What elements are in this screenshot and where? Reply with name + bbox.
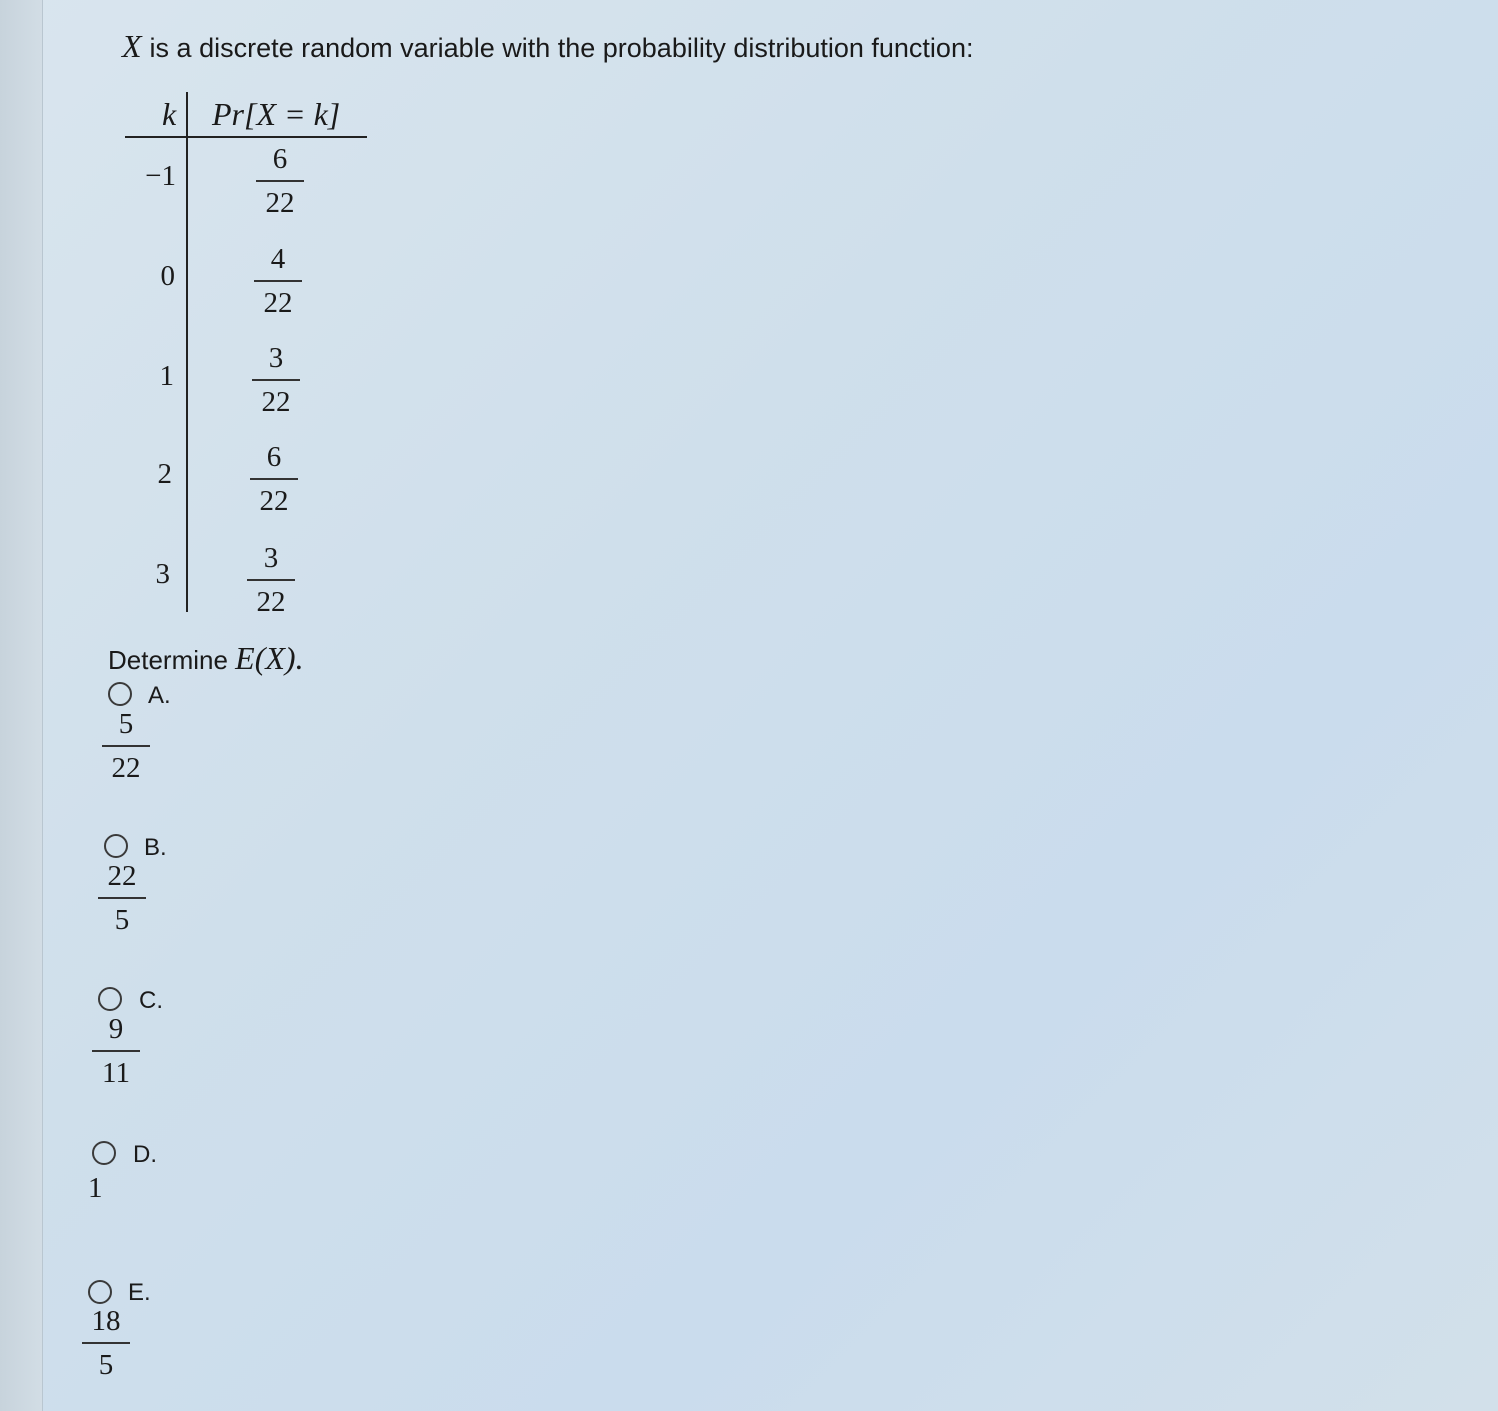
probability-fraction: 4 22 <box>256 241 300 321</box>
probability-fraction: 6 22 <box>252 439 296 519</box>
option-value: 1 <box>88 1172 103 1204</box>
prompt-text: Determine E(X). <box>108 640 304 676</box>
radio-button-c[interactable] <box>98 987 122 1011</box>
option-label: D. <box>133 1141 157 1168</box>
page-edge <box>0 0 43 1411</box>
k-value: 1 <box>159 360 174 392</box>
option-fraction: 22 5 <box>100 858 144 938</box>
option-fraction: 18 5 <box>84 1303 128 1383</box>
probability-fraction: 3 22 <box>249 540 293 620</box>
header-probability: Pr[X = k] <box>212 96 341 132</box>
probability-fraction: 6 22 <box>258 141 302 221</box>
table-header-rule <box>125 136 367 138</box>
radio-button-d[interactable] <box>92 1141 116 1165</box>
question-text <box>122 28 973 65</box>
prompt-math: E(X). <box>235 640 304 676</box>
option-label: C. <box>139 987 163 1014</box>
option-label: A. <box>148 682 171 709</box>
probability-fraction: 3 22 <box>254 340 298 420</box>
option-fraction: 9 11 <box>94 1011 138 1091</box>
table-column-rule <box>186 92 188 612</box>
question-body: is a discrete random variable with the probability distribution function: <box>149 33 974 63</box>
radio-button-e[interactable] <box>88 1280 112 1304</box>
option-fraction: 5 22 <box>104 706 148 786</box>
radio-button-a[interactable] <box>108 682 132 706</box>
k-value: 2 <box>157 458 172 490</box>
option-label: E. <box>128 1279 151 1306</box>
option-label: B. <box>144 834 167 861</box>
radio-button-b[interactable] <box>104 834 128 858</box>
k-value: 3 <box>155 558 170 590</box>
question-variable: X <box>122 28 142 64</box>
k-value: 0 <box>160 260 175 292</box>
header-k: k <box>162 96 177 132</box>
k-value: −1 <box>145 160 176 192</box>
